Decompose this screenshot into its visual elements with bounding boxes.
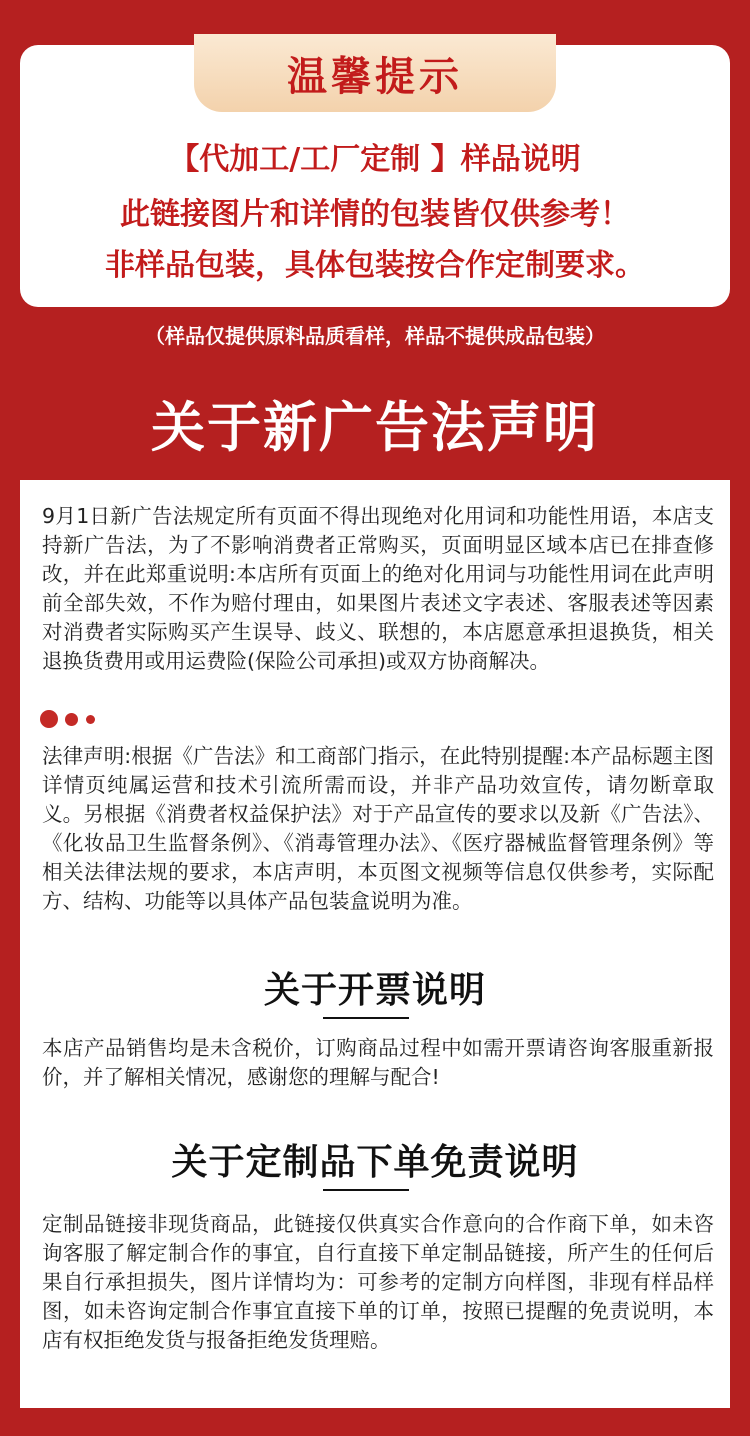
ad-law-title: 关于新广告法声明	[151, 396, 599, 459]
notice-line-oem: 【代加工/工厂定制 】样品说明	[169, 142, 581, 177]
invoice-paragraph: 本店产品销售均是未含税价，订购商品过程中如需开票请咨询客服重新报价，并了解相关情况，感谢您的理解与配合!	[42, 1036, 714, 1089]
custom-order-title: 关于定制品下单免责说明	[171, 1142, 579, 1183]
invoice-title-underline	[323, 1017, 409, 1019]
custom-order-title-underline	[323, 1189, 409, 1191]
decorative-dots	[40, 710, 100, 730]
statement-panel	[20, 480, 730, 1408]
dot-medium-icon	[65, 713, 78, 726]
custom-order-paragraph: 定制品链接非现货商品，此链接仅供真实合作意向的合作商下单，如未咨询客服了解定制合作的事宜，自行直接下单定制品链接，所产生的任何后果自行承担损失，图片详情均为：可参考的定制方向样图，非现有样品样图，如未咨询定制合作事宜直接下单的订单，按照已提醒的免责说明，本店有权拒绝发货与报备拒绝发货理赔。	[42, 1212, 714, 1352]
notice-line-packaging: 非样品包装，具体包装按合作定制要求。	[105, 248, 645, 283]
dot-small-icon	[86, 715, 95, 724]
dot-large-icon	[40, 710, 58, 728]
legal-statement-paragraph: 法律声明:根据《广告法》和工商部门指示，在此特别提醒:本产品标题主图详情页纯属运营和技术引流所需而设，并非产品功效宣传，请勿断章取义。另根据《消费者权益保护法》对于产品宣传的要求以及新《广告法》、《化妆品卫生监督条例》、《消毒管理办法》、《医疗器械监督管理条例》等相关法律法规的要求，本店声明，本页图文视频等信息仅供参考，实际配方、结构、功能等以具体产品包装盒说明为准。	[42, 744, 714, 913]
sample-note: （样品仅提供原料品质看样，样品不提供成品包装）	[145, 324, 605, 348]
ad-law-paragraph: 9月1日新广告法规定所有页面不得出现绝对化用词和功能性用语，本店支持新广告法，为了不影响消费者正常购买，页面明显区域本店已在排查修改，并在此郑重说明:本店所有页面上的绝对化用词与功能性用词在此声明前全部失效，不作为赔付理由，如果图片表述文字表述、客服表述等因素对消费者实际购买产生误导、歧义、联想的，本店愿意承担退换货，相关退换货费用或用运费险(保险公司承担)或双方协商解决。	[42, 504, 714, 673]
notice-line-reference: 此链接图片和详情的包装皆仅供参考！	[120, 197, 630, 232]
notice-tab-title: 温馨提示	[194, 34, 556, 112]
invoice-title: 关于开票说明	[263, 970, 486, 1011]
